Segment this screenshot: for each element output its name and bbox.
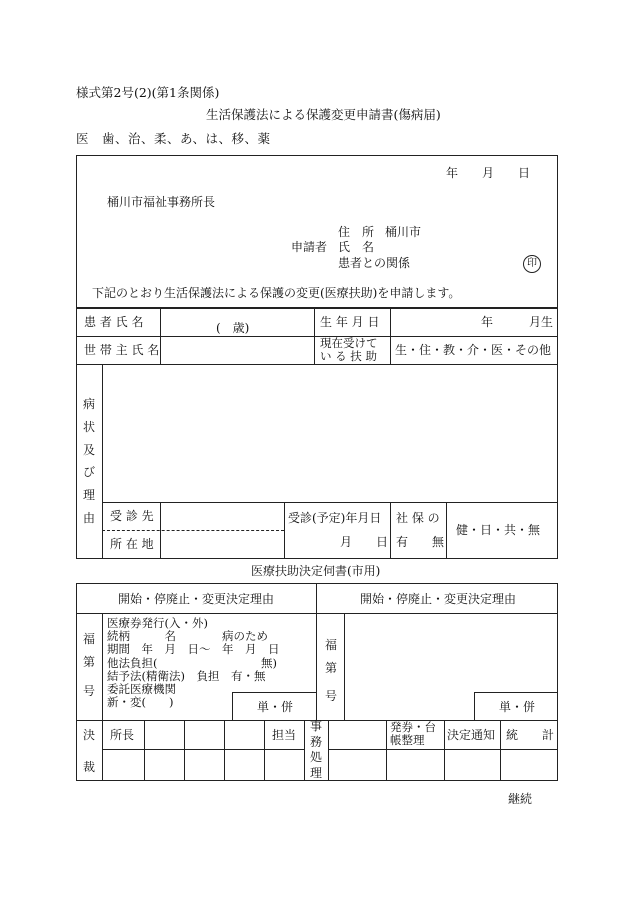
category-list: 医 歯、治、柔、あ、は、移、薬 bbox=[76, 131, 271, 146]
single-combined-left: 単・併 bbox=[257, 700, 294, 714]
continued-label: 継続 bbox=[508, 792, 533, 806]
visit-date-value: 月 日 bbox=[340, 535, 389, 549]
applicant-name-label: 氏 名 bbox=[338, 240, 375, 254]
statistics-label: 統 計 bbox=[506, 728, 555, 742]
addressee: 桶川市福祉事務所長 bbox=[107, 195, 216, 209]
address-value: 桶川市 bbox=[385, 225, 422, 239]
address-label: 住 所 bbox=[338, 225, 375, 239]
issuance-label-1: 発券・台 bbox=[390, 720, 436, 734]
medical-voucher-details: 医療券発行(入・外) 続柄 名 病のため 期間 年 月 日〜 年 月 日 他法負担( 無) 結予法(精衛法) 負担 有・無 委託医療機関 新・変( ) bbox=[107, 616, 280, 710]
kessai-label-2: 裁 bbox=[83, 760, 96, 774]
insurance-value: 有 無 bbox=[396, 535, 445, 549]
insurance-types: 健・日・共・無 bbox=[456, 523, 541, 537]
application-date: 年 月 日 bbox=[446, 166, 531, 180]
office-processing-label: 事 務 処 理 bbox=[309, 719, 322, 780]
relation-label: 患者との関係 bbox=[338, 256, 411, 270]
form-number: 様式第2号(2)(第1条関係) bbox=[76, 85, 220, 100]
current-aid-label-1: 現在受けて bbox=[320, 336, 378, 350]
city-section-title: 医療扶助決定伺書(市用) bbox=[251, 564, 381, 578]
fukudai-label-left: 福 第 bbox=[82, 632, 95, 669]
go-label-right: 号 bbox=[325, 689, 338, 703]
form-title: 生活保護法による保護変更申請書(傷病届) bbox=[206, 107, 441, 122]
visit-date-label: 受診(予定)年月日 bbox=[288, 511, 382, 525]
go-label-left: 号 bbox=[83, 684, 96, 698]
seal-icon: 印 bbox=[523, 255, 541, 273]
patient-name-label: 患 者 氏 名 bbox=[84, 315, 144, 329]
kessai-label-1: 決 bbox=[83, 728, 96, 742]
single-combined-right: 単・併 bbox=[499, 700, 536, 714]
staff-label: 担当 bbox=[272, 728, 297, 742]
clinic-location-label: 所 在 地 bbox=[110, 537, 154, 551]
symptom-reason-label: 病 状 及 び 理 由 bbox=[82, 397, 95, 525]
birthdate-value: 年 月生 bbox=[481, 315, 554, 329]
age-label: ( 歳) bbox=[216, 321, 250, 335]
decision-reason-right: 開始・停廃止・変更決定理由 bbox=[360, 592, 517, 606]
insurance-label: 社 保 の bbox=[396, 511, 440, 525]
director-label: 所長 bbox=[110, 728, 135, 742]
application-statement: 下記のとおり生活保護法による保護の変更(医療扶助)を申請します。 bbox=[92, 286, 461, 300]
clinic-label: 受 診 先 bbox=[110, 509, 154, 523]
decision-notice-label: 決定通知 bbox=[447, 728, 496, 742]
birthdate-label: 生 年 月 日 bbox=[320, 315, 380, 329]
issuance-label-2: 帳整理 bbox=[390, 733, 425, 747]
decision-reason-left: 開始・停廃止・変更決定理由 bbox=[118, 592, 275, 606]
aid-types: 生・住・教・介・医・その他 bbox=[395, 343, 552, 357]
applicant-label: 申請者 bbox=[291, 240, 328, 254]
current-aid-label-2: い る 扶 助 bbox=[320, 349, 377, 363]
household-head-label: 世 帯 主 氏 名 bbox=[84, 343, 160, 357]
fukudai-label-right: 福 第 bbox=[324, 638, 337, 675]
